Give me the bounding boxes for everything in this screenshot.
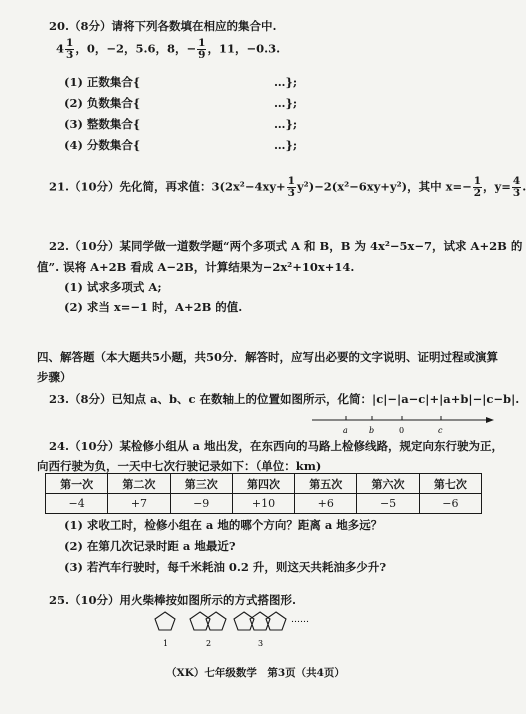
value-cell: +6 bbox=[295, 494, 357, 514]
continuation-dots: …… bbox=[291, 615, 309, 625]
q24-sub2: (2) 在第几次记录时距 a 地最近? bbox=[64, 539, 236, 553]
q23-text: 23.（8分）已知点 a、b、c 在数轴上的位置如图所示，化简：|c|−|a−c|+|a+b|−|c−b|. bbox=[49, 392, 520, 406]
q20-number-list: 4 $\frac{1}{3}$ ，0，−2，5.6，8，− $\frac{1}{9}$ ，11，−0.3. bbox=[56, 37, 281, 61]
value-cell: +7 bbox=[108, 494, 170, 514]
trip-record-table bbox=[45, 473, 482, 514]
q22-sub1: (1) 试求多项式 A; bbox=[64, 280, 162, 294]
matchstick-figure-3 bbox=[234, 612, 286, 630]
section4-heading: 四、解答题（本大题共5小题，共50分．解答时，应写出必要的文字说明、证明过程或演算 bbox=[37, 350, 499, 364]
header-cell: 第二次 bbox=[108, 474, 170, 494]
matchstick-figures bbox=[150, 608, 320, 652]
page-footer: （XK）七年级数学 第3页（共4页） bbox=[166, 667, 345, 679]
q20-set-2: (2) 负数集合{ …}; bbox=[64, 96, 298, 110]
q22-sub2: (2) 求当 x=−1 时，A+2B 的值. bbox=[64, 300, 243, 314]
value-cell: −4 bbox=[46, 494, 108, 514]
point-label-0: 0 bbox=[399, 426, 405, 435]
q20-head: 20.（8分）请将下列各数填在相应的集合中. bbox=[49, 19, 277, 33]
header-cell: 第七次 bbox=[419, 474, 481, 494]
header-cell: 第五次 bbox=[295, 474, 357, 494]
figure-label-3: 3 bbox=[258, 639, 264, 648]
matchstick-figure-2 bbox=[190, 612, 226, 630]
point-label-c: c bbox=[438, 426, 443, 435]
q24-line1: 24.（10分）某检修小组从 a 地出发，在东西向的马路上检修线路，规定向东行驶为正， bbox=[49, 439, 503, 453]
point-label-a: a bbox=[343, 426, 348, 435]
q24-sub3: (3) 若汽车行驶时，每千米耗油 0.2 升，则这天共耗油多少升? bbox=[64, 560, 387, 574]
q20-set-4: (4) 分数集合{ …}; bbox=[64, 138, 298, 152]
table-row bbox=[46, 494, 482, 514]
q24-line2: 向西行驶为负，一天中七次行驶记录如下：（单位：km) bbox=[37, 459, 322, 473]
q20-set-3: (3) 整数集合{ …}; bbox=[64, 117, 298, 131]
value-cell: −5 bbox=[357, 494, 419, 514]
q20-set-1: (1) 正数集合{ …}; bbox=[64, 75, 298, 89]
figure-label-1: 1 bbox=[163, 639, 169, 648]
point-label-b: b bbox=[369, 426, 375, 435]
q22-line1: 22.（10分）某同学做一道数学题“两个多项式 A 和 B，B 为 4x²−5x−7，试求 A+2B 的 bbox=[49, 239, 523, 253]
value-cell: −6 bbox=[419, 494, 481, 514]
q25-text: 25.（10分）用火柴棒按如图所示的方式搭图形. bbox=[49, 593, 297, 607]
q22-line2: 值”. 误将 A+2B 看成 A−2B，计算结果为−2x²+10x+14. bbox=[37, 260, 355, 274]
header-cell: 第四次 bbox=[232, 474, 294, 494]
header-cell: 第一次 bbox=[46, 474, 108, 494]
figure-label-2: 2 bbox=[206, 639, 212, 648]
header-cell: 第三次 bbox=[170, 474, 232, 494]
header-cell: 第六次 bbox=[357, 474, 419, 494]
q24-sub1: (1) 求收工时，检修小组在 a 地的哪个方向？距离 a 地多远？ bbox=[64, 518, 383, 532]
table-header-row bbox=[46, 474, 482, 494]
section4-heading-cont: 步骤） bbox=[37, 370, 72, 384]
value-cell: −9 bbox=[170, 494, 232, 514]
matchstick-figure-1 bbox=[155, 612, 175, 630]
q21-text: 21.（10分）先化简，再求值：3(2x²−4xy+ $\frac{1}{3}$ y²)−2(x²−6xy+y²)，其中 x=− $\frac{1}{2}$ ，y= $\frac{4}{3}$ . bbox=[49, 175, 526, 199]
number-line bbox=[310, 412, 500, 436]
value-cell: +10 bbox=[232, 494, 294, 514]
